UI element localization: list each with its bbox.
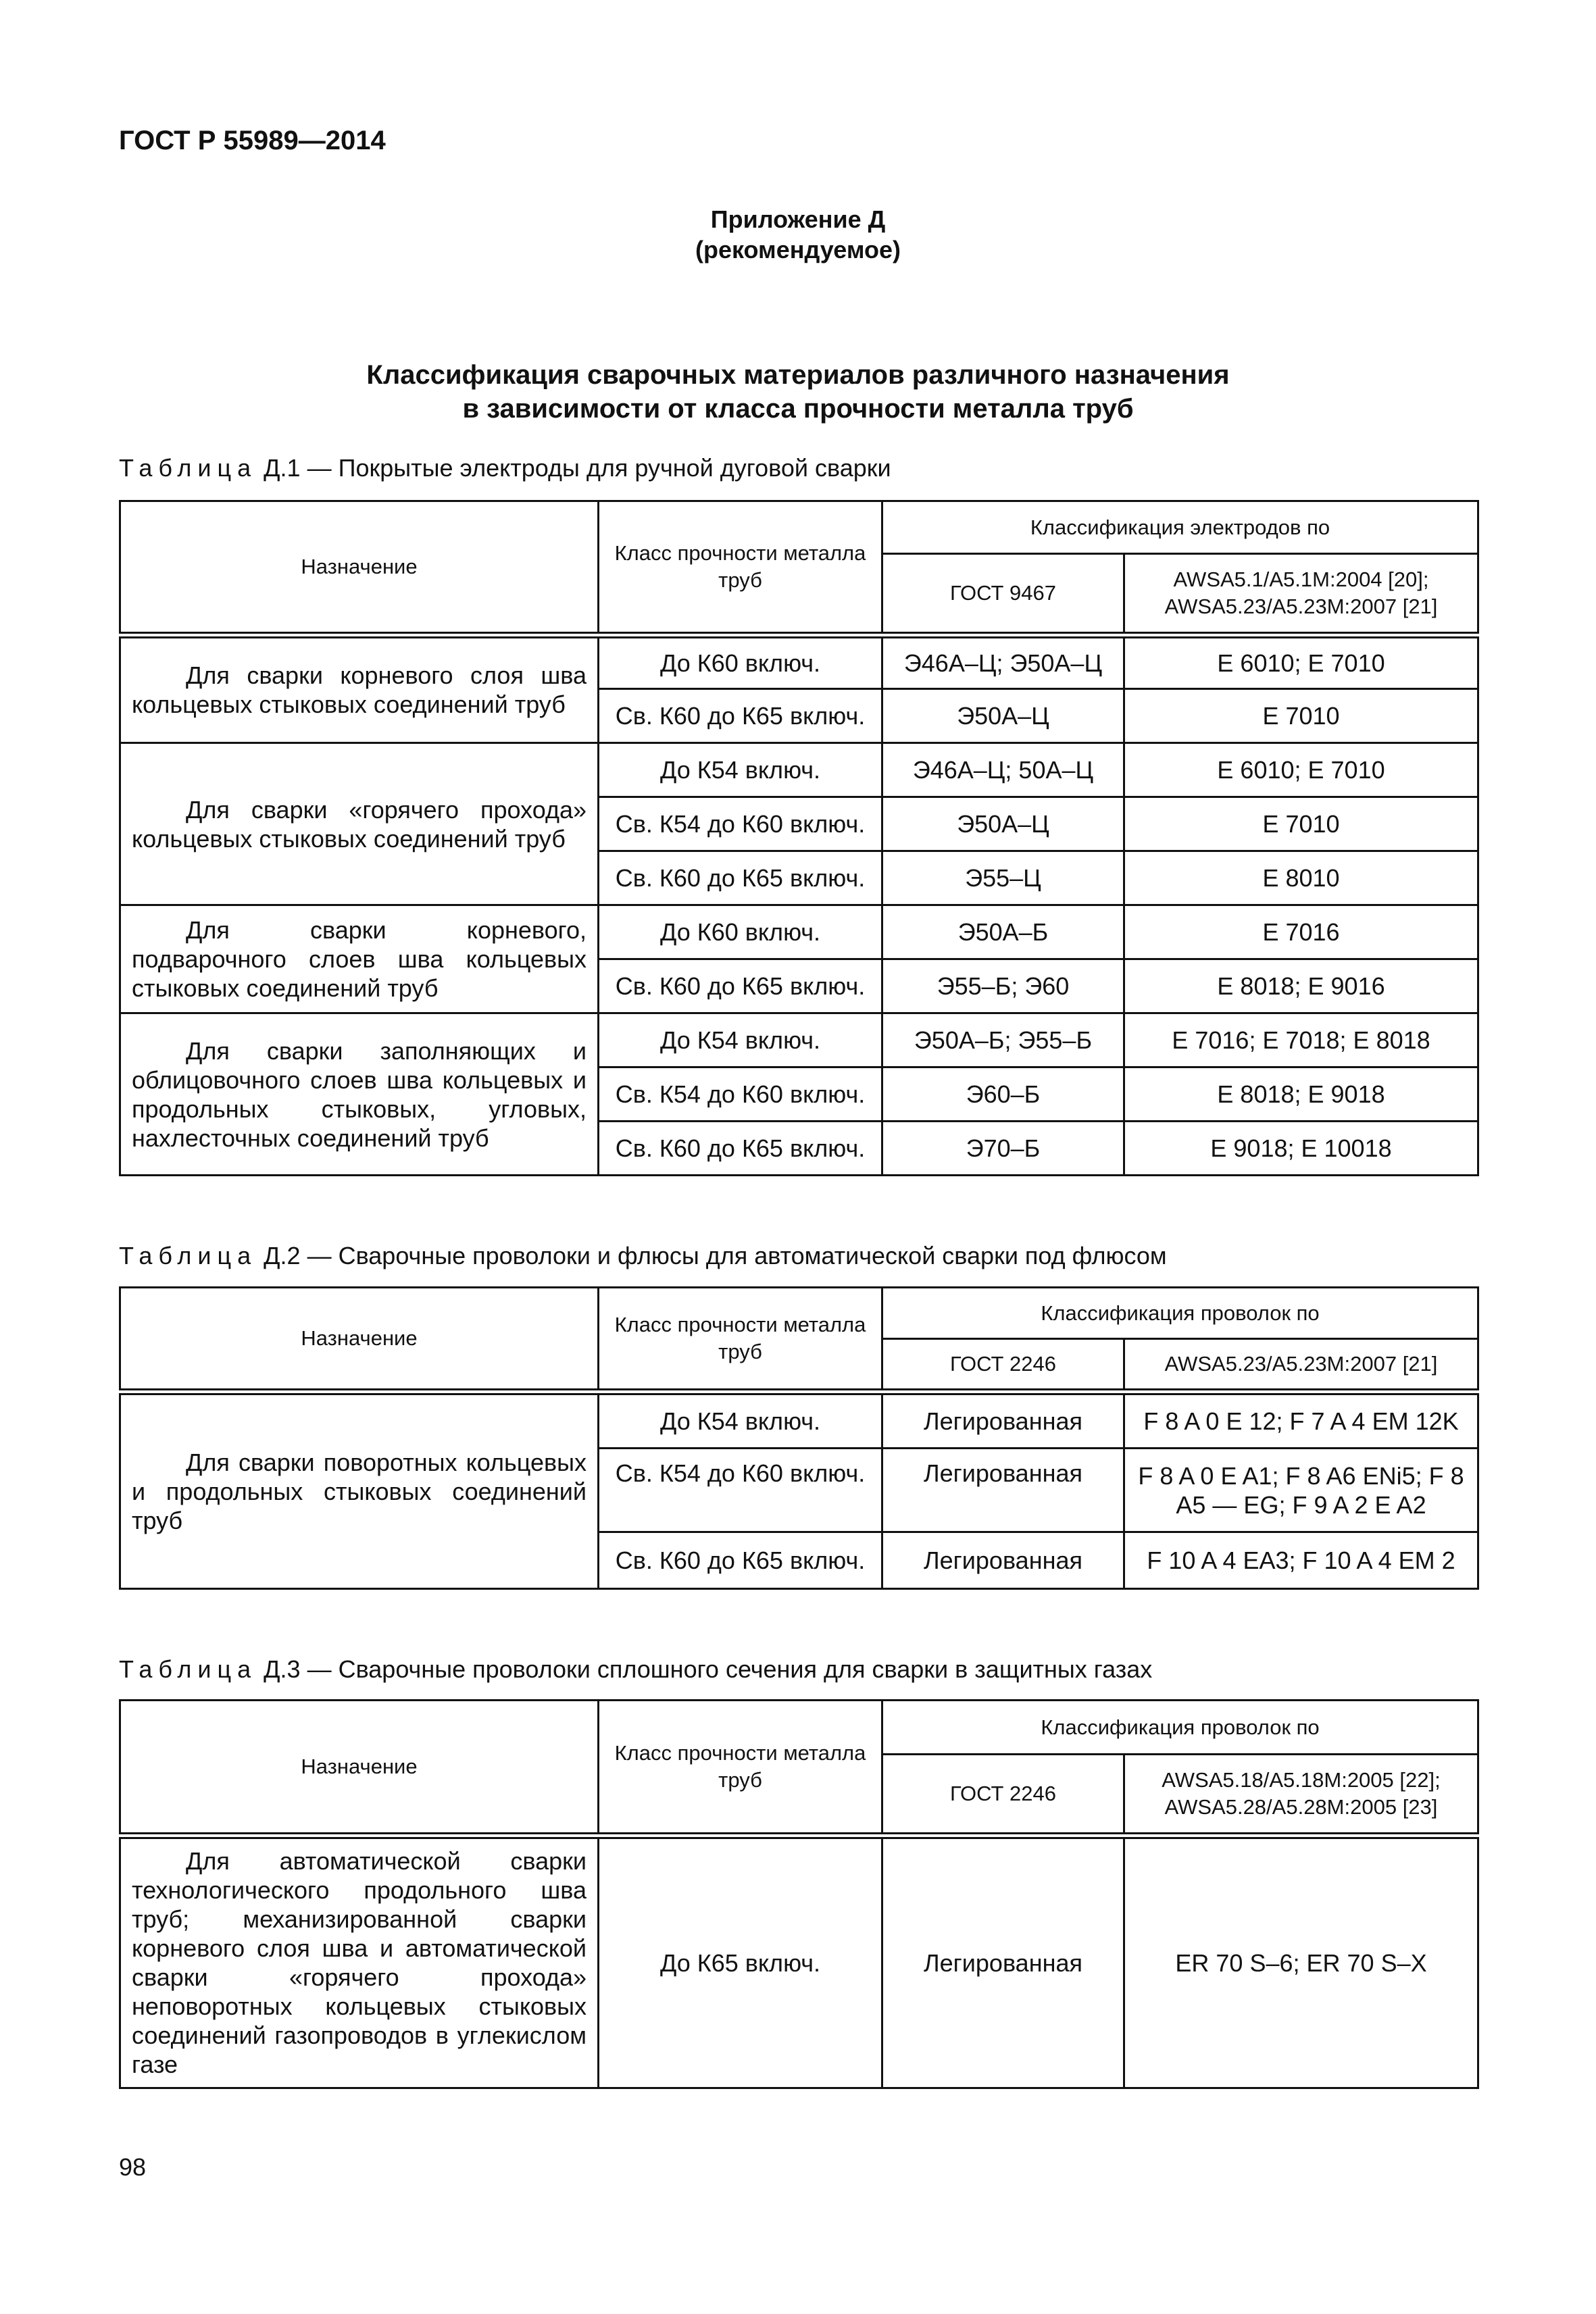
header-std-gost: ГОСТ 9467	[882, 554, 1124, 635]
gost-cell: Э46А–Ц; Э50А–Ц	[882, 635, 1124, 689]
aws-cell: E 6010; E 7010	[1124, 635, 1478, 689]
gost-cell: Э50А–Б	[882, 905, 1124, 959]
header-std-aws: AWSA5.18/A5.18M:2005 [22]; AWSA5.28/A5.28M:2005 [23]	[1124, 1755, 1478, 1836]
table-row	[120, 905, 1478, 959]
gost-cell: Э60–Б	[882, 1067, 1124, 1122]
header-std-gost: ГОСТ 2246	[882, 1339, 1124, 1392]
gost-cell: Легированная	[882, 1836, 1124, 2088]
strength-cell: До К60 включ.	[599, 635, 882, 689]
aws-cell: E 7016	[1124, 905, 1478, 959]
purpose-cell: Для сварки корневого, подварочного слоев шва кольцевых стыковых соединений труб	[120, 905, 599, 1013]
strength-cell: Св. К60 до К65 включ.	[599, 1532, 882, 1589]
header-classification: Классификация проволок по	[882, 1288, 1478, 1339]
gost-cell: Э46А–Ц; 50А–Ц	[882, 743, 1124, 797]
table-row	[120, 1836, 1478, 2088]
gost-cell: Э55–Ц	[882, 851, 1124, 905]
strength-cell: До К54 включ.	[599, 1013, 882, 1067]
table-row	[120, 1392, 1478, 1449]
gost-cell: Э50А–Б; Э55–Б	[882, 1013, 1124, 1067]
table-d3	[119, 1699, 1479, 2089]
gost-cell: Э70–Б	[882, 1122, 1124, 1176]
purpose-cell: Для автоматической сварки технологического продольного шва труб; механизированной сварки корневого слоя шва и автоматической сварки «горячего прохода» неповоротных кольцевых стыковых соединений газопроводов в углекислом газе	[120, 1836, 599, 2088]
header-purpose: Назначение	[120, 1288, 599, 1392]
header-strength: Класс прочности металла труб	[599, 1701, 882, 1836]
aws-cell: F 10 A 4 EA3; F 10 A 4 EM 2	[1124, 1532, 1478, 1589]
gost-cell: Легированная	[882, 1449, 1124, 1532]
aws-cell: E 7010	[1124, 797, 1478, 851]
caption-text: Д.1 — Покрытые электроды для ручной дуговой сварки	[257, 454, 891, 482]
strength-cell: Св. К60 до К65 включ.	[599, 1122, 882, 1176]
annex-title: Приложение Д	[710, 205, 886, 233]
header-classification: Классификация электродов по	[882, 501, 1478, 554]
caption-prefix: Таблица	[119, 454, 257, 482]
purpose-cell: Для сварки «горячего прохода» кольцевых стыковых соединений труб	[120, 743, 599, 905]
strength-cell: Св. К54 до К60 включ.	[599, 1067, 882, 1122]
header-std-gost: ГОСТ 2246	[882, 1755, 1124, 1836]
caption-prefix: Таблица	[119, 1242, 257, 1269]
aws-cell: F 8 A 0 E 12; F 7 A 4 EM 12K	[1124, 1392, 1478, 1449]
header-std-aws: AWSA5.23/A5.23M:2007 [21]	[1124, 1339, 1478, 1392]
strength-cell: До К54 включ.	[599, 1392, 882, 1449]
table-d3-caption	[119, 1655, 1152, 1684]
gost-cell: Э50А–Ц	[882, 689, 1124, 743]
table-d1-caption	[119, 454, 891, 482]
page-number: 98	[119, 2153, 147, 2181]
section-title-line-1: Классификация сварочных материалов различного назначения	[366, 360, 1230, 390]
purpose-cell: Для сварки заполняющих и облицовочного слоев шва кольцевых и продольных стыковых, угловых, нахлесточных соединений труб	[120, 1013, 599, 1176]
table-d2	[119, 1286, 1479, 1590]
section-title-line-2: в зависимости от класса прочности металла труб	[462, 394, 1134, 424]
strength-cell: Св. К54 до К60 включ.	[599, 1449, 882, 1532]
annex-status: (рекомендуемое)	[695, 236, 901, 263]
purpose-cell: Для сварки корневого слоя шва кольцевых стыковых соединений труб	[120, 635, 599, 743]
header-purpose: Назначение	[120, 1701, 599, 1836]
aws-cell: E 7010	[1124, 689, 1478, 743]
table-d1	[119, 500, 1479, 1176]
caption-prefix: Таблица	[119, 1655, 257, 1683]
table-d2-caption	[119, 1242, 1167, 1270]
strength-cell: Св. К60 до К65 включ.	[599, 959, 882, 1013]
strength-cell: Св. К54 до К60 включ.	[599, 797, 882, 851]
aws-cell: E 8018; E 9016	[1124, 959, 1478, 1013]
aws-cell: ER 70 S–6; ER 70 S–X	[1124, 1836, 1478, 2088]
header-strength: Класс прочности металла труб	[599, 1288, 882, 1392]
strength-cell: До К54 включ.	[599, 743, 882, 797]
purpose-cell: Для сварки поворотных кольцевых и продольных стыковых соединений труб	[120, 1392, 599, 1589]
header-strength: Класс прочности металла труб	[599, 501, 882, 635]
aws-cell: F 8 A 0 E A1; F 8 A6 ENi5; F 8 A5 — EG; F 9 A 2 E A2	[1124, 1449, 1478, 1532]
strength-cell: До К60 включ.	[599, 905, 882, 959]
caption-text: Д.3 — Сварочные проволоки сплошного сечения для сварки в защитных газах	[257, 1655, 1153, 1683]
header-purpose: Назначение	[120, 501, 599, 635]
aws-cell: E 8010	[1124, 851, 1478, 905]
aws-cell: E 7016; E 7018; E 8018	[1124, 1013, 1478, 1067]
document-header: ГОСТ Р 55989—2014	[119, 126, 386, 155]
caption-text: Д.2 — Сварочные проволоки и флюсы для автоматической сварки под флюсом	[257, 1242, 1167, 1269]
strength-cell: До К65 включ.	[599, 1836, 882, 2088]
table-row	[120, 743, 1478, 797]
table-row	[120, 635, 1478, 689]
table-row	[120, 1013, 1478, 1067]
gost-cell: Легированная	[882, 1392, 1124, 1449]
aws-cell: E 9018; E 10018	[1124, 1122, 1478, 1176]
gost-cell: Э50А–Ц	[882, 797, 1124, 851]
header-classification: Классификация проволок по	[882, 1701, 1478, 1755]
aws-cell: E 6010; E 7010	[1124, 743, 1478, 797]
gost-cell: Э55–Б; Э60	[882, 959, 1124, 1013]
aws-cell: E 8018; E 9018	[1124, 1067, 1478, 1122]
strength-cell: Св. К60 до К65 включ.	[599, 851, 882, 905]
header-std-aws: AWSA5.1/A5.1M:2004 [20]; AWSA5.23/A5.23M:2007 [21]	[1124, 554, 1478, 635]
gost-cell: Легированная	[882, 1532, 1124, 1589]
strength-cell: Св. К60 до К65 включ.	[599, 689, 882, 743]
